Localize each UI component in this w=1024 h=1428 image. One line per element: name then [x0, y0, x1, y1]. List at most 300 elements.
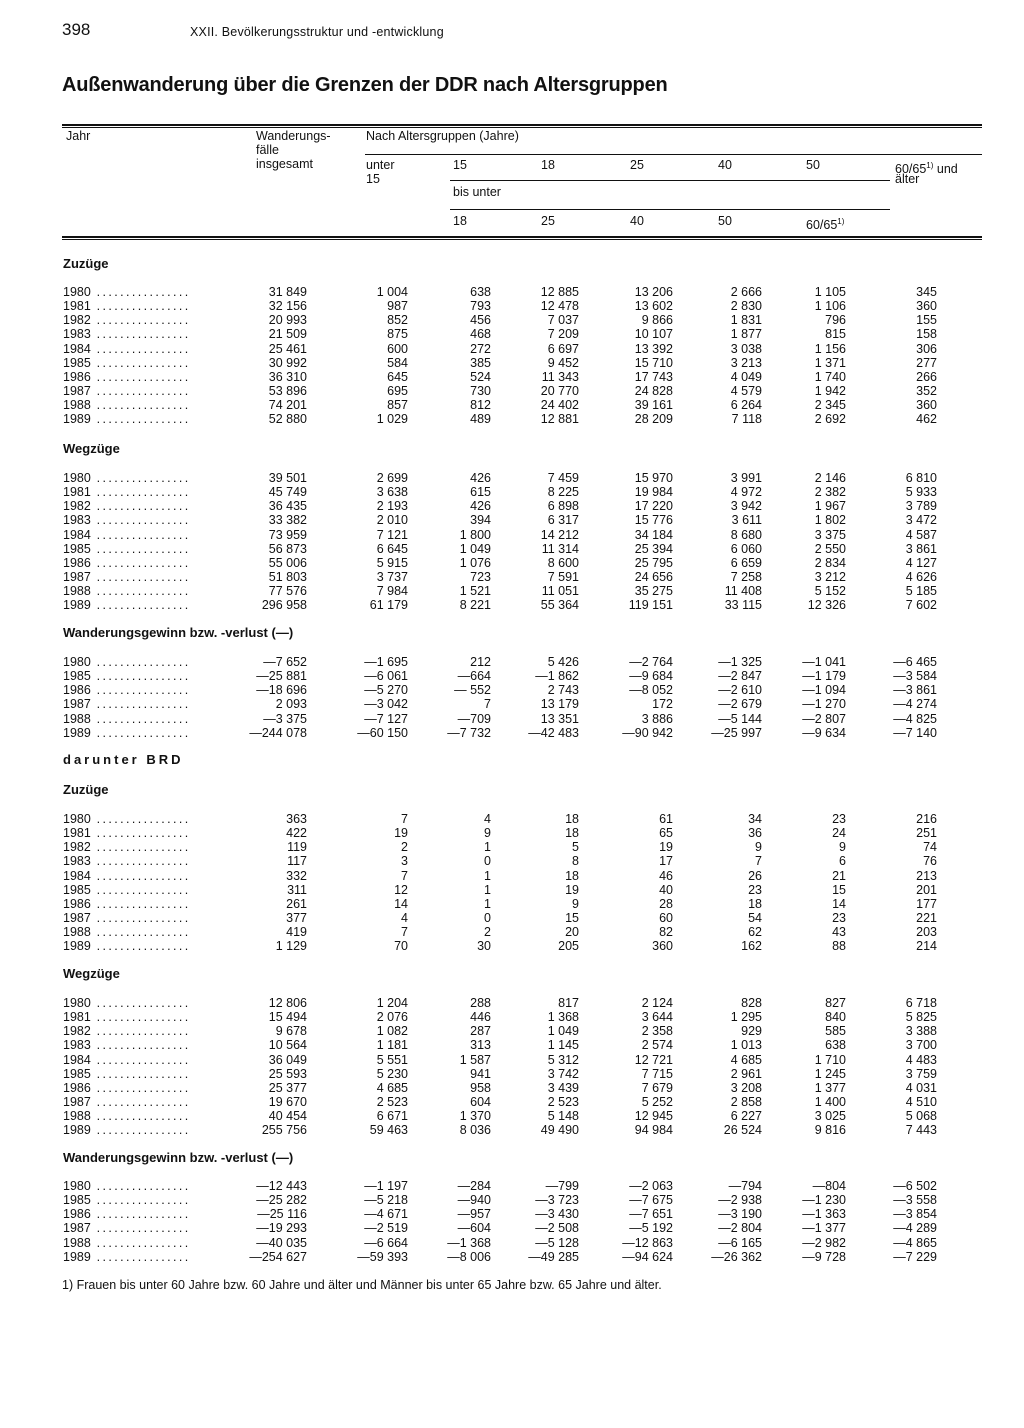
- leader-dots: ................: [90, 826, 191, 841]
- table-cell: 604: [470, 1095, 491, 1110]
- table-cell: —5 192: [629, 1221, 673, 1236]
- table-row: [0, 384, 1024, 398]
- year-label: [63, 471, 233, 485]
- table-cell: 1 740: [814, 369, 846, 384]
- table-cell: 9: [755, 840, 762, 855]
- table-cell: —254 627: [249, 1249, 307, 1264]
- table-cell: 82: [659, 925, 673, 940]
- table-cell: —3 375: [263, 711, 307, 726]
- table-cell: —9 634: [802, 725, 846, 740]
- header-last-sup: 1): [926, 161, 934, 170]
- table-cell: 6 697: [547, 341, 579, 356]
- year-label: [63, 313, 233, 327]
- leader-dots: ................: [90, 1221, 191, 1236]
- year-value: 1987: [63, 1221, 91, 1236]
- table-cell: 3 038: [730, 341, 762, 356]
- table-cell: 3 991: [730, 471, 762, 485]
- year-value: 1986: [63, 683, 91, 698]
- table-cell: 10 564: [268, 1038, 307, 1053]
- table-cell: 18: [565, 812, 579, 826]
- table-cell: 9 452: [547, 355, 579, 370]
- table-cell: 3 439: [547, 1080, 579, 1095]
- year-label: [63, 499, 233, 513]
- table-cell: 1 877: [730, 327, 762, 342]
- table-cell: 56 873: [268, 541, 307, 556]
- year-value: 1983: [63, 1038, 91, 1053]
- page-number: 398: [62, 20, 91, 39]
- table-cell: 18: [748, 896, 762, 911]
- year-value: 1989: [63, 412, 91, 427]
- table-cell: 13 351: [540, 711, 579, 726]
- table-cell: 74: [923, 840, 937, 855]
- leader-dots: ................: [90, 285, 191, 299]
- table-cell: 1 377: [814, 1080, 846, 1095]
- table-cell: 5 825: [905, 1010, 937, 1025]
- table-cell: —3 861: [893, 683, 937, 698]
- leader-dots: ................: [90, 398, 191, 413]
- table-cell: 7 679: [641, 1080, 673, 1095]
- year-value: 1987: [63, 570, 91, 585]
- year-label: [63, 556, 233, 570]
- year-label: [63, 1067, 233, 1081]
- table-cell: —4 825: [893, 711, 937, 726]
- table-cell: 3 759: [905, 1066, 937, 1081]
- table-cell: —957: [457, 1207, 491, 1222]
- year-value: 1988: [63, 711, 91, 726]
- table-cell: 10 107: [634, 327, 673, 342]
- table-cell: 21: [832, 868, 846, 883]
- year-value: 1987: [63, 697, 91, 712]
- table-cell: 12 885: [540, 285, 579, 299]
- table-cell: 5 312: [547, 1052, 579, 1067]
- section-heading-brd-wegzuege: Wegzüge: [63, 966, 120, 981]
- table-cell: 59 463: [369, 1123, 408, 1138]
- table-cell: 61 179: [369, 598, 408, 613]
- table-cell: 3: [401, 854, 408, 869]
- table-cell: 6 060: [730, 541, 762, 556]
- table-cell: 2 550: [814, 541, 846, 556]
- year-value: 1982: [63, 313, 91, 328]
- table-cell: 426: [470, 471, 491, 485]
- table-cell: —5 128: [535, 1235, 579, 1250]
- table-cell: —5 218: [364, 1193, 408, 1208]
- table-cell: — 552: [454, 683, 491, 698]
- table-cell: 812: [470, 398, 491, 413]
- table-row: [0, 812, 1024, 826]
- leader-dots: ................: [90, 812, 191, 826]
- table-cell: 6 317: [547, 513, 579, 528]
- table-cell: 5 152: [814, 584, 846, 599]
- year-label: [63, 412, 233, 426]
- table-cell: 36 049: [268, 1052, 307, 1067]
- table-cell: 4: [484, 812, 491, 826]
- table-cell: 2: [401, 840, 408, 855]
- table-cell: 941: [470, 1066, 491, 1081]
- table-cell: 462: [916, 412, 937, 427]
- table-cell: 49 490: [540, 1123, 579, 1138]
- table-cell: 17 220: [634, 499, 673, 514]
- year-value: 1981: [63, 826, 91, 841]
- table-cell: 30: [477, 939, 491, 954]
- year-label: [63, 812, 233, 826]
- table-cell: 2 010: [376, 513, 408, 528]
- table-row: [0, 939, 1024, 953]
- leader-dots: ................: [90, 299, 191, 314]
- table-cell: 17 743: [634, 369, 673, 384]
- table-cell: 3 638: [376, 485, 408, 500]
- table-cell: 6 718: [905, 996, 937, 1010]
- table-cell: 119: [287, 840, 307, 855]
- table-cell: 8 036: [459, 1123, 491, 1138]
- table-cell: 5 068: [905, 1109, 937, 1124]
- header-from-40: 40: [718, 158, 732, 172]
- year-value: 1989: [63, 1123, 91, 1138]
- table-cell: 793: [470, 299, 491, 314]
- header-to-50: 50: [718, 214, 732, 228]
- table-cell: 363: [286, 812, 307, 826]
- table-cell: —1 179: [802, 669, 846, 684]
- year-label: [63, 925, 233, 939]
- table-cell: 212: [470, 655, 491, 669]
- table-cell: 3 611: [731, 513, 762, 528]
- rule-age-groups: [365, 154, 982, 155]
- table-cell: 31 849: [268, 285, 307, 299]
- leader-dots: ................: [90, 513, 191, 528]
- table-cell: —2 807: [802, 711, 846, 726]
- year-value: 1987: [63, 911, 91, 926]
- table-cell: 9: [572, 896, 579, 911]
- table-cell: 19 984: [634, 485, 673, 500]
- table-row: [0, 471, 1024, 485]
- table-row: [0, 854, 1024, 868]
- table-cell: 4 049: [730, 369, 762, 384]
- table-cell: 7 459: [547, 471, 579, 485]
- table-cell: 3 789: [905, 499, 937, 514]
- table-cell: 2 961: [730, 1066, 762, 1081]
- table-cell: 311: [287, 882, 307, 897]
- year-value: 1986: [63, 555, 91, 570]
- table-row: [0, 1109, 1024, 1123]
- table-cell: 26: [748, 868, 762, 883]
- table-cell: 2 523: [376, 1095, 408, 1110]
- table-cell: 117: [287, 854, 307, 869]
- header-last-und: und: [936, 162, 958, 177]
- table-cell: 15 494: [268, 1010, 307, 1025]
- year-label: [63, 939, 233, 953]
- table-cell: 817: [558, 996, 579, 1010]
- table-cell: 1 245: [814, 1066, 846, 1081]
- table-cell: —7 140: [893, 725, 937, 740]
- table-cell: 2 743: [547, 683, 579, 698]
- table-cell: —6 061: [364, 669, 408, 684]
- year-value: 1986: [63, 369, 91, 384]
- table-cell: —2 804: [718, 1221, 762, 1236]
- table-cell: 23: [748, 882, 762, 897]
- leader-dots: ................: [90, 896, 191, 911]
- table-cell: —60 150: [357, 725, 408, 740]
- table-cell: 13 179: [540, 697, 579, 712]
- table-cell: 177: [916, 896, 937, 911]
- section-heading-darunter-brd: darunter BRD: [63, 752, 184, 767]
- table-cell: 2 193: [376, 499, 408, 514]
- leader-dots: ................: [90, 1235, 191, 1250]
- table-cell: —3 430: [535, 1207, 579, 1222]
- table-row: [0, 683, 1024, 697]
- table-cell: —7 651: [629, 1207, 673, 1222]
- table-cell: 2 146: [814, 471, 846, 485]
- table-cell: 7 715: [641, 1066, 673, 1081]
- table-cell: 7 037: [547, 313, 579, 328]
- leader-dots: ................: [90, 1109, 191, 1124]
- table-cell: 1: [484, 882, 491, 897]
- table-cell: 13 206: [634, 285, 673, 299]
- table-row: [0, 669, 1024, 683]
- table-cell: 20 770: [540, 384, 579, 399]
- table-cell: 2 574: [641, 1038, 673, 1053]
- table-cell: —9 728: [802, 1249, 846, 1264]
- year-value: 1981: [63, 485, 91, 500]
- table-cell: 12: [394, 882, 408, 897]
- table-cell: —6 664: [364, 1235, 408, 1250]
- table-cell: 987: [387, 299, 408, 314]
- leader-dots: ................: [90, 655, 191, 669]
- table-row: [0, 327, 1024, 341]
- table-cell: 929: [741, 1024, 762, 1039]
- table-cell: 155: [916, 313, 937, 328]
- table-cell: 25 795: [634, 555, 673, 570]
- table-cell: —244 078: [249, 725, 307, 740]
- table-cell: 730: [470, 384, 491, 399]
- table-cell: 6 671: [376, 1109, 408, 1124]
- leader-dots: ................: [90, 570, 191, 585]
- rule-bis-unter-bottom: [450, 209, 890, 210]
- table-cell: 2 523: [547, 1095, 579, 1110]
- table-cell: 9 678: [275, 1024, 307, 1039]
- table-cell: 7 602: [905, 598, 937, 613]
- table-cell: —7 675: [629, 1193, 673, 1208]
- section-heading-brd-saldo: Wanderungsgewinn bzw. -verlust (—): [63, 1150, 294, 1165]
- table-cell: 3 388: [905, 1024, 937, 1039]
- year-label: [63, 1081, 233, 1095]
- table-cell: —7 229: [893, 1249, 937, 1264]
- table-cell: 2 093: [275, 697, 307, 712]
- year-label: [63, 726, 233, 740]
- table-cell: 32 156: [268, 299, 307, 314]
- rule-header-bottom: [62, 236, 982, 238]
- leader-dots: ................: [90, 541, 191, 556]
- table-cell: —4 671: [364, 1207, 408, 1222]
- year-label: [63, 327, 233, 341]
- table-cell: 313: [470, 1038, 491, 1053]
- year-label: [63, 1250, 233, 1264]
- table-cell: 2 124: [641, 996, 673, 1010]
- header-from-15: 15: [453, 158, 467, 172]
- table-cell: 3 861: [905, 541, 937, 556]
- table-row: [0, 1024, 1024, 1038]
- leader-dots: ................: [90, 499, 191, 514]
- table-cell: 345: [916, 285, 937, 299]
- table-cell: —12 863: [622, 1235, 673, 1250]
- table-cell: 33 115: [724, 598, 762, 613]
- header-total-2: fälle: [256, 143, 279, 157]
- table-cell: —2 764: [629, 655, 673, 669]
- header-to-18: 18: [453, 214, 467, 228]
- table-cell: 1: [484, 896, 491, 911]
- section-heading-saldo: Wanderungsgewinn bzw. -verlust (—): [63, 625, 294, 640]
- table-cell: —940: [457, 1193, 491, 1208]
- table-cell: —1 325: [718, 655, 762, 669]
- table-cell: 26 524: [723, 1123, 762, 1138]
- header-from-18: 18: [541, 158, 555, 172]
- year-label: [63, 826, 233, 840]
- table-cell: 8 600: [547, 555, 579, 570]
- table-cell: 19: [565, 882, 579, 897]
- year-value: 1981: [63, 299, 91, 314]
- table-row: [0, 1010, 1024, 1024]
- year-value: 1983: [63, 513, 91, 528]
- table-cell: 7 209: [547, 327, 579, 342]
- table-cell: 524: [470, 369, 491, 384]
- table-cell: —5 144: [718, 711, 762, 726]
- table-cell: —9 684: [629, 669, 673, 684]
- table-row: [0, 925, 1024, 939]
- table-cell: 7: [401, 925, 408, 940]
- year-label: [63, 897, 233, 911]
- table-row: [0, 996, 1024, 1010]
- leader-dots: ................: [90, 598, 191, 613]
- table-cell: 422: [286, 826, 307, 841]
- table-cell: 419: [286, 925, 307, 940]
- table-cell: 36 435: [268, 499, 307, 514]
- header-bis-unter: bis unter: [453, 185, 501, 199]
- table-cell: 53 896: [268, 384, 307, 399]
- table-cell: 377: [286, 911, 307, 926]
- table-cell: 33 382: [268, 513, 307, 528]
- table-cell: —1 094: [802, 683, 846, 698]
- table-cell: 19 670: [268, 1095, 307, 1110]
- year-value: 1985: [63, 1066, 91, 1081]
- table-cell: 394: [470, 513, 491, 528]
- table-cell: —1 363: [802, 1207, 846, 1222]
- table-cell: 221: [916, 911, 937, 926]
- table-cell: 214: [916, 939, 937, 954]
- table-cell: 1: [484, 868, 491, 883]
- year-value: 1981: [63, 1010, 91, 1025]
- year-value: 1988: [63, 398, 91, 413]
- rule-header-bottom-2: [62, 239, 982, 240]
- table-cell: 4 972: [730, 485, 762, 500]
- table-cell: —2 519: [364, 1221, 408, 1236]
- leader-dots: ................: [90, 882, 191, 897]
- table-cell: 3 886: [641, 711, 673, 726]
- table-cell: 360: [652, 939, 673, 954]
- table-cell: 13 602: [634, 299, 673, 314]
- table-cell: —12 443: [256, 1179, 307, 1193]
- table-cell: 456: [470, 313, 491, 328]
- table-cell: 1 368: [547, 1010, 579, 1025]
- table-cell: 3 025: [814, 1109, 846, 1124]
- table-cell: 213: [916, 868, 937, 883]
- table-cell: 3 213: [730, 355, 762, 370]
- header-year: Jahr: [66, 129, 91, 143]
- year-value: 1988: [63, 1235, 91, 1250]
- table-row: [0, 370, 1024, 384]
- table-cell: 5 148: [547, 1109, 579, 1124]
- table-cell: 61: [659, 812, 673, 826]
- table-cell: 65: [659, 826, 673, 841]
- table-cell: 14: [832, 896, 846, 911]
- year-label: [63, 1207, 233, 1221]
- table-cell: 3 700: [905, 1038, 937, 1053]
- year-label: [63, 1179, 233, 1193]
- table-cell: —1 041: [802, 655, 846, 669]
- year-label: [63, 869, 233, 883]
- table-cell: 360: [916, 299, 937, 314]
- table-cell: 216: [916, 812, 937, 826]
- year-label: [63, 1024, 233, 1038]
- year-label: [63, 1236, 233, 1250]
- table-cell: —3 558: [893, 1193, 937, 1208]
- table-cell: 88: [832, 939, 846, 954]
- leader-dots: ................: [90, 555, 191, 570]
- table-cell: 2 076: [376, 1010, 408, 1025]
- table-cell: 261: [286, 896, 307, 911]
- table-row: [0, 1193, 1024, 1207]
- table-cell: 14 212: [540, 527, 579, 542]
- table-cell: 76: [923, 854, 937, 869]
- table-row: [0, 840, 1024, 854]
- table-cell: —40 035: [256, 1235, 307, 1250]
- table-cell: 266: [916, 369, 937, 384]
- year-value: 1987: [63, 1095, 91, 1110]
- table-cell: 426: [470, 499, 491, 514]
- table-cell: 6 227: [730, 1109, 762, 1124]
- leader-dots: ................: [90, 725, 191, 740]
- year-label: [63, 384, 233, 398]
- table-cell: 3 644: [641, 1010, 673, 1025]
- table-cell: 12 945: [634, 1109, 673, 1124]
- table-row: [0, 1179, 1024, 1193]
- year-value: 1982: [63, 499, 91, 514]
- year-label: [63, 584, 233, 598]
- table-row: [0, 556, 1024, 570]
- table-cell: 51 803: [268, 570, 307, 585]
- table-cell: —18 696: [256, 683, 307, 698]
- table-cell: 600: [387, 341, 408, 356]
- table-cell: 25 593: [268, 1066, 307, 1081]
- table-cell: 55 364: [540, 598, 579, 613]
- table-cell: 7 258: [730, 570, 762, 585]
- leader-dots: ................: [90, 1179, 191, 1193]
- leader-dots: ................: [90, 868, 191, 883]
- table-cell: 446: [470, 1010, 491, 1025]
- leader-dots: ................: [90, 1066, 191, 1081]
- year-label: [63, 356, 233, 370]
- table-cell: 7 591: [547, 570, 579, 585]
- table-cell: 24 402: [540, 398, 579, 413]
- table-row: [0, 1207, 1024, 1221]
- table-cell: 62: [748, 925, 762, 940]
- header-from-25: 25: [630, 158, 644, 172]
- table-cell: 1 295: [730, 1010, 762, 1025]
- table-cell: 638: [470, 285, 491, 299]
- header-from-50: 50: [806, 158, 820, 172]
- year-value: 1985: [63, 541, 91, 556]
- table-cell: 13 392: [634, 341, 673, 356]
- table-cell: —3 190: [718, 1207, 762, 1222]
- table-cell: 28: [659, 896, 673, 911]
- table-cell: —3 584: [893, 669, 937, 684]
